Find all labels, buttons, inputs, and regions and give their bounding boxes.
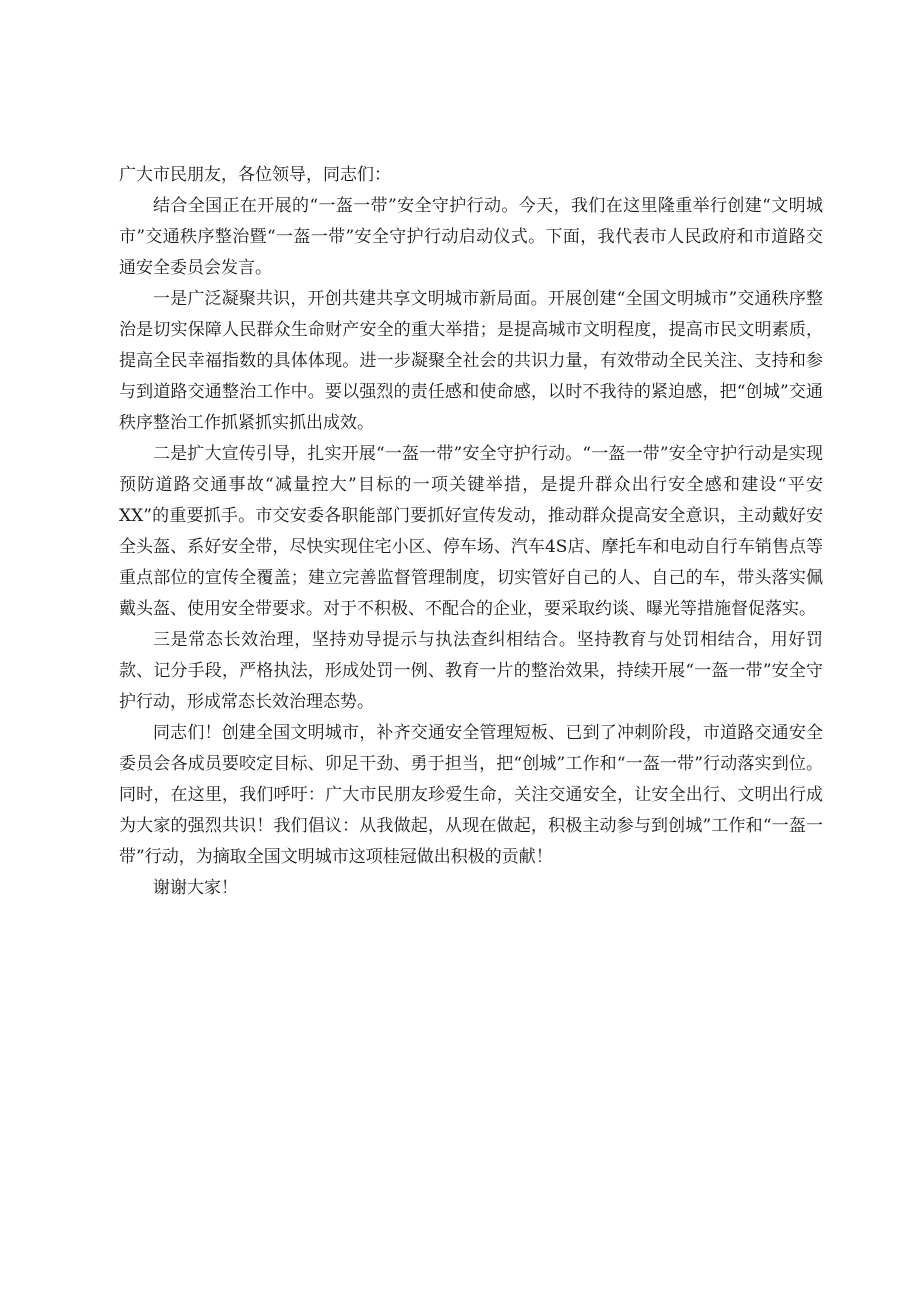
paragraph-point-one: 一是广泛凝聚共识，开创共建共享文明城市新局面。开展创建“全国文明城市”交通秩序整治是切实保障人民群众生命财产安全的重大举措；是提高城市文明程度，提高市民文明素质，提高全民幸福指数的具体体现。进一步凝聚全社会的共识力量，有效带动全民关注、支持和参与到道路交通整治工作中。要以强烈的责任感和使命感，以时不我待的紧迫感，把“创城”交通秩序整治工作抓紧抓实抓出成效。 <box>119 289 823 433</box>
paragraph-point-two: 二是扩大宣传引导，扎实开展“一盔一带”安全守护行动。“一盔一带”安全守护行动是实现预防道路交通事故“减量控大”目标的一项关键举措，是提升群众出行安全感和建设“平安XX”的重要抓手。市交安委各职能部门要抓好宣传发动，推动群众提高安全意识，主动戴好安全头盔、系好安全带，尽快实现住宅小区、停车场、汽车4S店、摩托车和电动自行车销售点等重点部位的宣传全覆盖；建立完善监督管理制度，切实管好自己的人、自己的车，带头落实佩戴头盔、使用安全带要求。对于不积极、不配合的企业，要采取约谈、曝光等措施督促落实。 <box>119 444 823 619</box>
paragraph-intro: 结合全国正在开展的“一盔一带”安全守护行动。今天，我们在这里隆重举行创建“文明城市”交通秩序整治暨“一盔一带”安全守护行动启动仪式。下面，我代表市人民政府和市道路交通安全委员会发言。 <box>119 196 823 278</box>
paragraph-point-three: 三是常态长效治理，坚持劝导提示与执法查纠相结合。坚持教育与处罚相结合，用好罚款、记分手段，严格执法，形成处罚一例、教育一片的整治效果，持续开展“一盔一带”安全守护行动，形成常态长效治理态势。 <box>119 630 823 712</box>
paragraph-appeal: 同志们！创建全国文明城市，补齐交通安全管理短板、已到了冲刺阶段，市道路交通安全委员会各成员要咬定目标、卯足干劲、勇于担当，把“创城”工作和“一盔一带”行动落实到位。同时，在这里，我们呼吁：广大市民朋友珍爱生命，关注交通安全，让安全出行、文明出行成为大家的强烈共识！我们倡议：从我做起，从现在做起，积极主动参与到创城”工作和“一盔一带”行动，为摘取全国文明城市这项桂冠做出积极的贡献！ <box>119 723 823 867</box>
document-page <box>119 160 823 904</box>
salutation: 广大市民朋友，各位领导，同志们： <box>119 165 391 185</box>
paragraph-closing: 谢谢大家！ <box>153 878 238 898</box>
